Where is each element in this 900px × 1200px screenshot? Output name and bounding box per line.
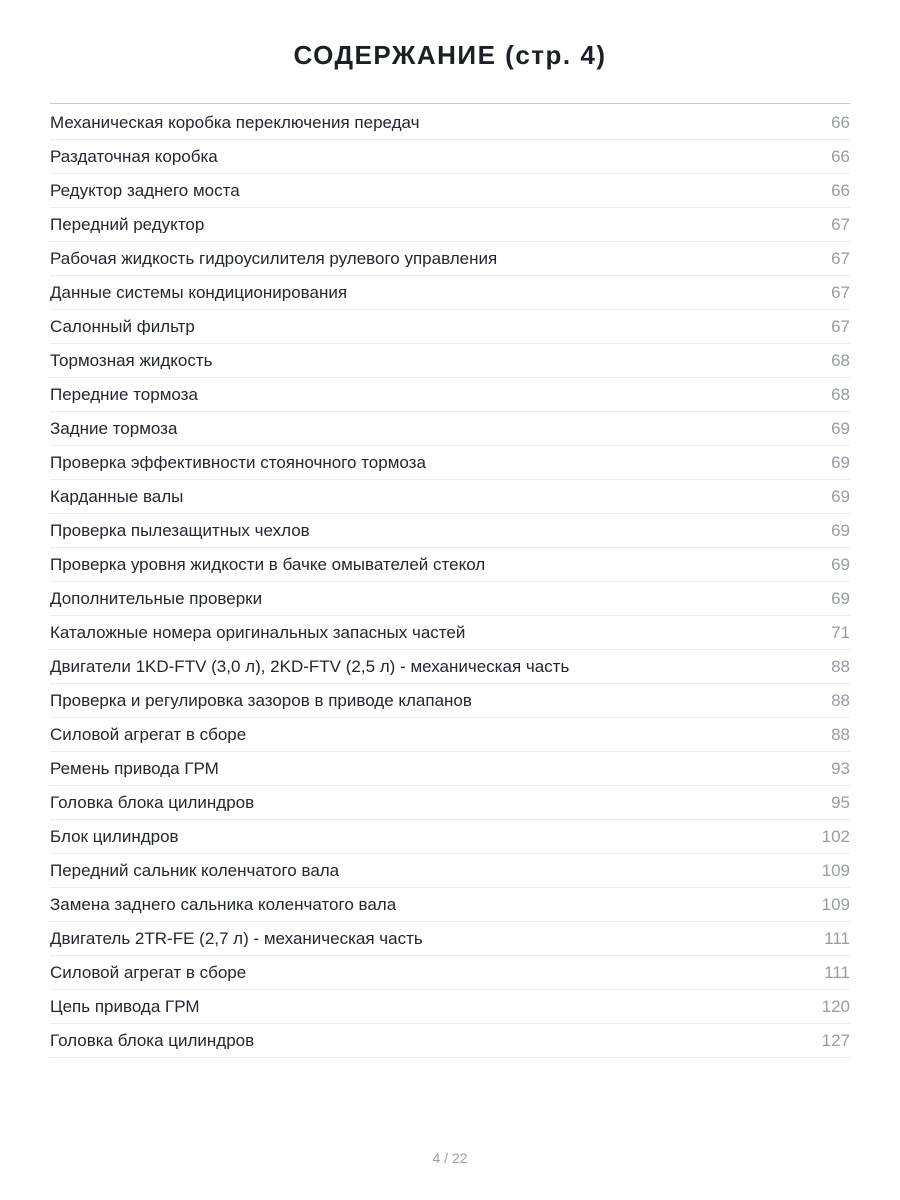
toc-entry-label: Передние тормоза [50,386,198,403]
toc-entry-page-number: 66 [831,147,850,166]
toc-entry-label: Цепь привода ГРМ [50,998,200,1015]
toc-entry [50,174,850,208]
toc-entry-page-number: 69 [831,453,850,472]
toc-entry [50,718,850,752]
toc-entry [50,990,850,1024]
page-number-footer: 4 / 22 [432,1150,468,1166]
toc-entry-page-number: 68 [831,351,850,370]
toc-entry-label: Задние тормоза [50,420,178,437]
toc-entry-page-number: 88 [831,691,850,710]
toc-entry [50,480,850,514]
toc-entry-label: Двигатель 2TR-FE (2,7 л) - механическая часть [50,930,423,947]
toc-entry-page-number: 88 [831,725,850,744]
toc-entry [50,854,850,888]
toc-entry-page-number: 109 [821,895,850,914]
toc-entry-label: Ремень привода ГРМ [50,760,219,777]
toc-entry-page-number: 66 [831,113,850,132]
toc-entry-page-number: 69 [831,555,850,574]
toc-entry [50,582,850,616]
toc-entry [50,650,850,684]
toc-entry-label: Данные системы кондиционирования [50,284,348,301]
toc-entry-label: Проверка и регулировка зазоров в приводе клапанов [50,692,472,709]
toc-entry-label: Тормозная жидкость [50,352,213,369]
toc-entry-label: Рабочая жидкость гидроусилителя рулевого управления [50,250,498,267]
toc-entry-page-number: 102 [821,827,850,846]
toc-entry [50,616,850,650]
toc-entry-page-number: 66 [831,181,850,200]
toc-entry-label: Карданные валы [50,488,184,505]
toc-entry [50,446,850,480]
page-title: СОДЕРЖАНИЕ (стр. 4) [293,40,607,70]
toc-entry-page-number: 120 [821,997,850,1016]
toc-entry [50,684,850,718]
toc-entry-label: Головка блока цилиндров [50,794,255,811]
toc-entry-page-number: 67 [831,283,850,302]
toc-entry-label: Передний сальник коленчатого вала [50,862,340,879]
toc-entry-label: Замена заднего сальника коленчатого вала [50,896,397,913]
toc-entry-label: Салонный фильтр [50,318,195,335]
toc-entry-label: Силовой агрегат в сборе [50,726,247,743]
toc-entry-page-number: 69 [831,419,850,438]
toc-entry-page-number: 95 [831,793,850,812]
toc-entry-label: Головка блока цилиндров [50,1032,255,1049]
toc-entry [50,140,850,174]
toc-entry-page-number: 111 [824,929,850,948]
toc-entry-page-number: 67 [831,249,850,268]
toc-entry [50,106,850,140]
toc-entry-page-number: 93 [831,759,850,778]
toc-entry-label: Дополнительные проверки [50,590,263,607]
toc-entry-page-number: 67 [831,317,850,336]
toc-entry-page-number: 109 [821,861,850,880]
toc-entry-label: Редуктор заднего моста [50,182,240,199]
toc-entry-page-number: 69 [831,521,850,540]
toc-entry-page-number: 69 [831,487,850,506]
toc-entry [50,378,850,412]
toc-entry [50,888,850,922]
toc-entry [50,820,850,854]
toc-entry [50,956,850,990]
toc-entry-label: Блок цилиндров [50,828,179,845]
toc-entry [50,412,850,446]
toc-entry [50,310,850,344]
title-divider [50,103,850,104]
toc-entry-page-number: 127 [821,1031,850,1050]
toc-entry-label: Проверка эффективности стояночного тормоза [50,454,426,471]
toc-entry-label: Силовой агрегат в сборе [50,964,247,981]
toc-entry [50,752,850,786]
toc-entry-page-number: 69 [831,589,850,608]
toc-entry-label: Проверка уровня жидкости в бачке омывателей стекол [50,556,486,573]
toc-entry-label: Раздаточная коробка [50,148,218,165]
toc-entry [50,548,850,582]
toc-entry [50,514,850,548]
toc-entry [50,242,850,276]
toc-entry [50,1024,850,1058]
toc-entry [50,208,850,242]
toc-list [50,106,850,1058]
toc-entry-label: Каталожные номера оригинальных запасных частей [50,624,466,641]
toc-entry [50,786,850,820]
toc-entry-page-number: 111 [824,963,850,982]
toc-entry [50,922,850,956]
toc-entry-page-number: 68 [831,385,850,404]
toc-entry-page-number: 67 [831,215,850,234]
toc-entry-label: Проверка пылезащитных чехлов [50,522,310,539]
toc-entry-label: Передний редуктор [50,216,205,233]
toc-entry [50,344,850,378]
toc-entry [50,276,850,310]
toc-entry-label: Механическая коробка переключения передач [50,114,420,131]
toc-entry-label: Двигатели 1KD-FTV (3,0 л), 2KD-FTV (2,5 л) - механическая часть [50,658,570,675]
toc-entry-page-number: 88 [831,657,850,676]
toc-entry-page-number: 71 [831,623,850,642]
